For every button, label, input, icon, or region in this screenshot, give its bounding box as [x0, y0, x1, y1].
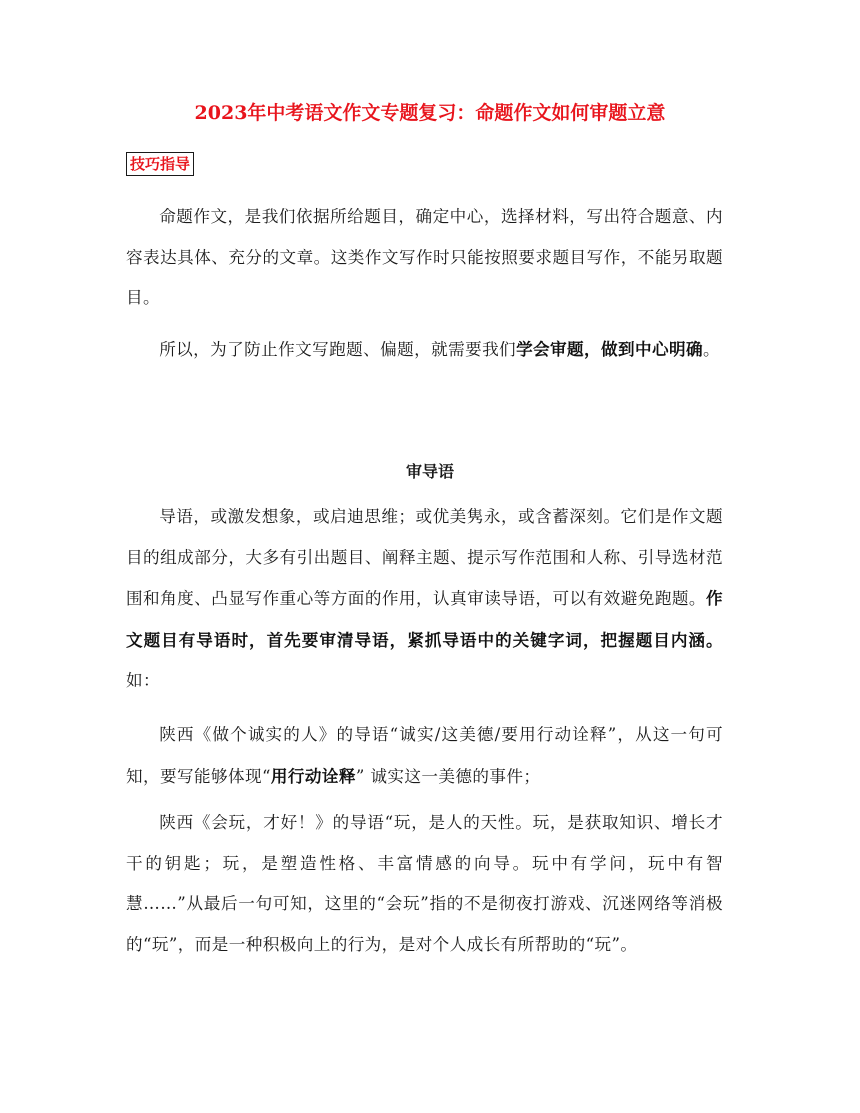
intro-paragraph-2-text: 所以，为了防止作文写跑题、偏题，就需要我们	[159, 340, 517, 359]
section-paragraph-1-end: 如：	[126, 671, 160, 690]
example-paragraph-1-end: ” 诚实这一美德的事件；	[355, 766, 541, 786]
example-paragraph-2: 陕西《会玩，才好！》的导语“玩，是人的天性。玩，是获取知识、增长才干的钥匙；玩，是塑造性格、丰富情感的向导。玩中有学问，玩中有智慧……”从最后一句可知，这里的“会玩”指的不是彻夜打游戏、沉迷网络等消极的“玩”，而是一种积极向上的行为，是对个人成长有所帮助的“玩”。	[126, 813, 723, 954]
intro-paragraph-2	[126, 329, 723, 371]
section-paragraph-1-emphasis: 作文题目有导语时，首先要审清导语，紧抓导语中的关键字词，把握题目内涵。	[126, 588, 723, 650]
section-heading: 审导语	[405, 462, 454, 481]
section-paragraph-1	[126, 497, 723, 702]
document-title: 2023年中考语文作文专题复习：命题作文如何审题立意	[194, 102, 666, 124]
example-paragraph-1-text: 陕西《做个诚实的人》的导语“诚实/这美德/要用行动诠释”，从这一句可知，要写能够体现“	[126, 725, 723, 786]
tips-tag: 技巧指导	[126, 152, 194, 176]
intro-paragraph-2-emphasis: 学会审题，做到中心明确	[516, 339, 703, 359]
intro-paragraph-1: 命题作文，是我们依据所给题目，确定中心，选择材料，写出符合题意、内容表达具体、充分的文章。这类作文写作时只能按照要求题目写作，不能另取题目。	[126, 207, 723, 307]
example-paragraph-1-emphasis: 用行动诠释	[270, 765, 356, 786]
intro-paragraph-2-end: 。	[703, 340, 720, 359]
example-paragraph-1	[126, 715, 723, 797]
section-paragraph-1-text: 导语，或激发想象，或启迪思维；或优美隽永，或含蓄深刻。它们是作文题目的组成部分，大多有引出题目、阐释主题、提示写作范围和人称、引导选材范围和角度、凸显写作重心等方面的作用，认真审读导语，可以有效避免跑题。	[126, 507, 723, 608]
